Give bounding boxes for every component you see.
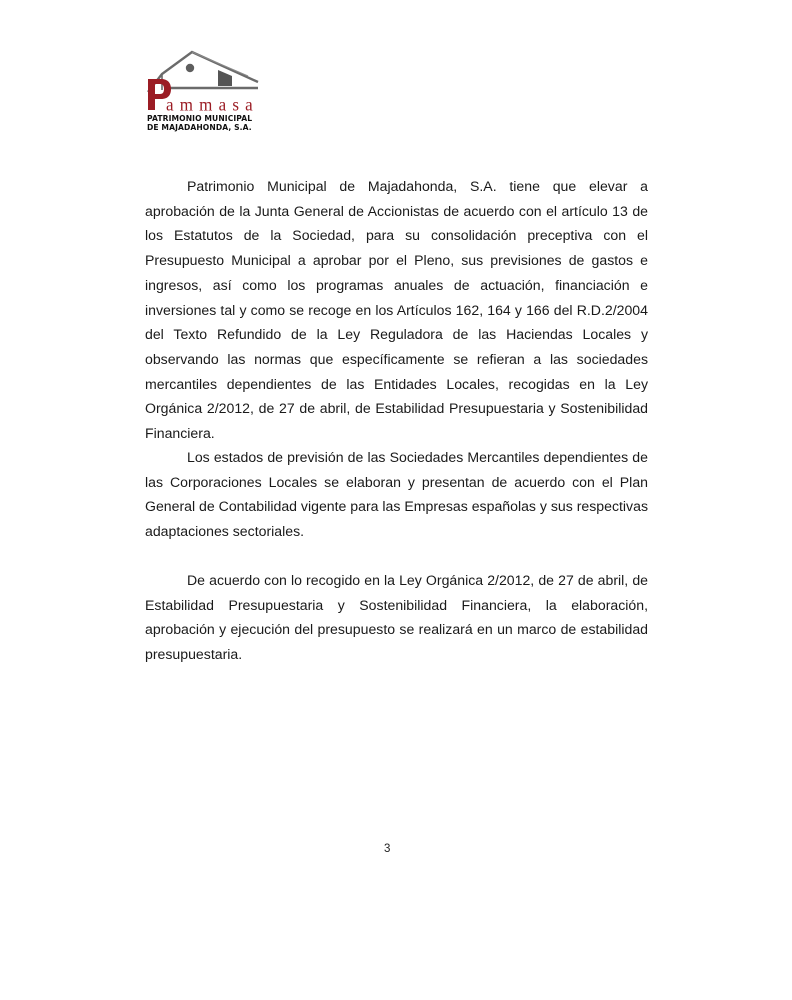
logo-subtitle-line1: PATRIMONIO MUNICIPAL [147,114,253,123]
logo-subtitle-line2: DE MAJADAHONDA, S.A. [147,123,252,132]
window-circle-icon [186,64,194,72]
page-number: 3 [384,843,391,855]
pammasa-logo [144,46,268,138]
paragraph-1 [145,174,648,446]
paragraph-3-text: De acuerdo con lo recogido en la Ley Orgánica 2/2012, de 27 de abril, de Estabilidad Presupuestaria y Sostenibilidad Financiera, la elaboración, aprobación y ejecución del presupuesto se realizará en un marco de estabilidad presupuestaria. [145,572,648,663]
paragraph-2 [145,445,648,544]
paragraph-2-text: Los estados de previsión de las Sociedades Mercantiles dependientes de las Corporaciones Locales se elaboran y presentan de acuerdo con el Plan General de Contabilidad vigente para las Empresas españolas y sus respectivas adaptaciones sectoriales. [145,449,648,540]
window-icon [218,70,232,86]
paragraph-1-text: Patrimonio Municipal de Majadahonda, S.A. tiene que elevar a aprobación de la Junta General de Accionistas de acuerdo con el artículo 13 de los Estatutos de la Sociedad, para su consolidación preceptiva con el Presupuesto Municipal a aprobar por el Pleno, sus previsiones de gastos e ingresos, así como los programas anuales de actuación, financiación e inversiones tal y como se recoge en los Artículos 162, 164 y 166 del R.D.2/2004 del Texto Refundido de la Ley Reguladora de las Haciendas Locales y observando las normas que específicamente se refieran a las sociedades mercantiles dependientes de las Entidades Locales, recogidas en la Ley Orgánica 2/2012, de 27 de abril, de Estabilidad Presupuestaria y Sostenibilidad Financiera. [145,178,648,442]
logo-wordmark: ammasa [166,94,259,115]
paragraph-3 [145,568,648,667]
